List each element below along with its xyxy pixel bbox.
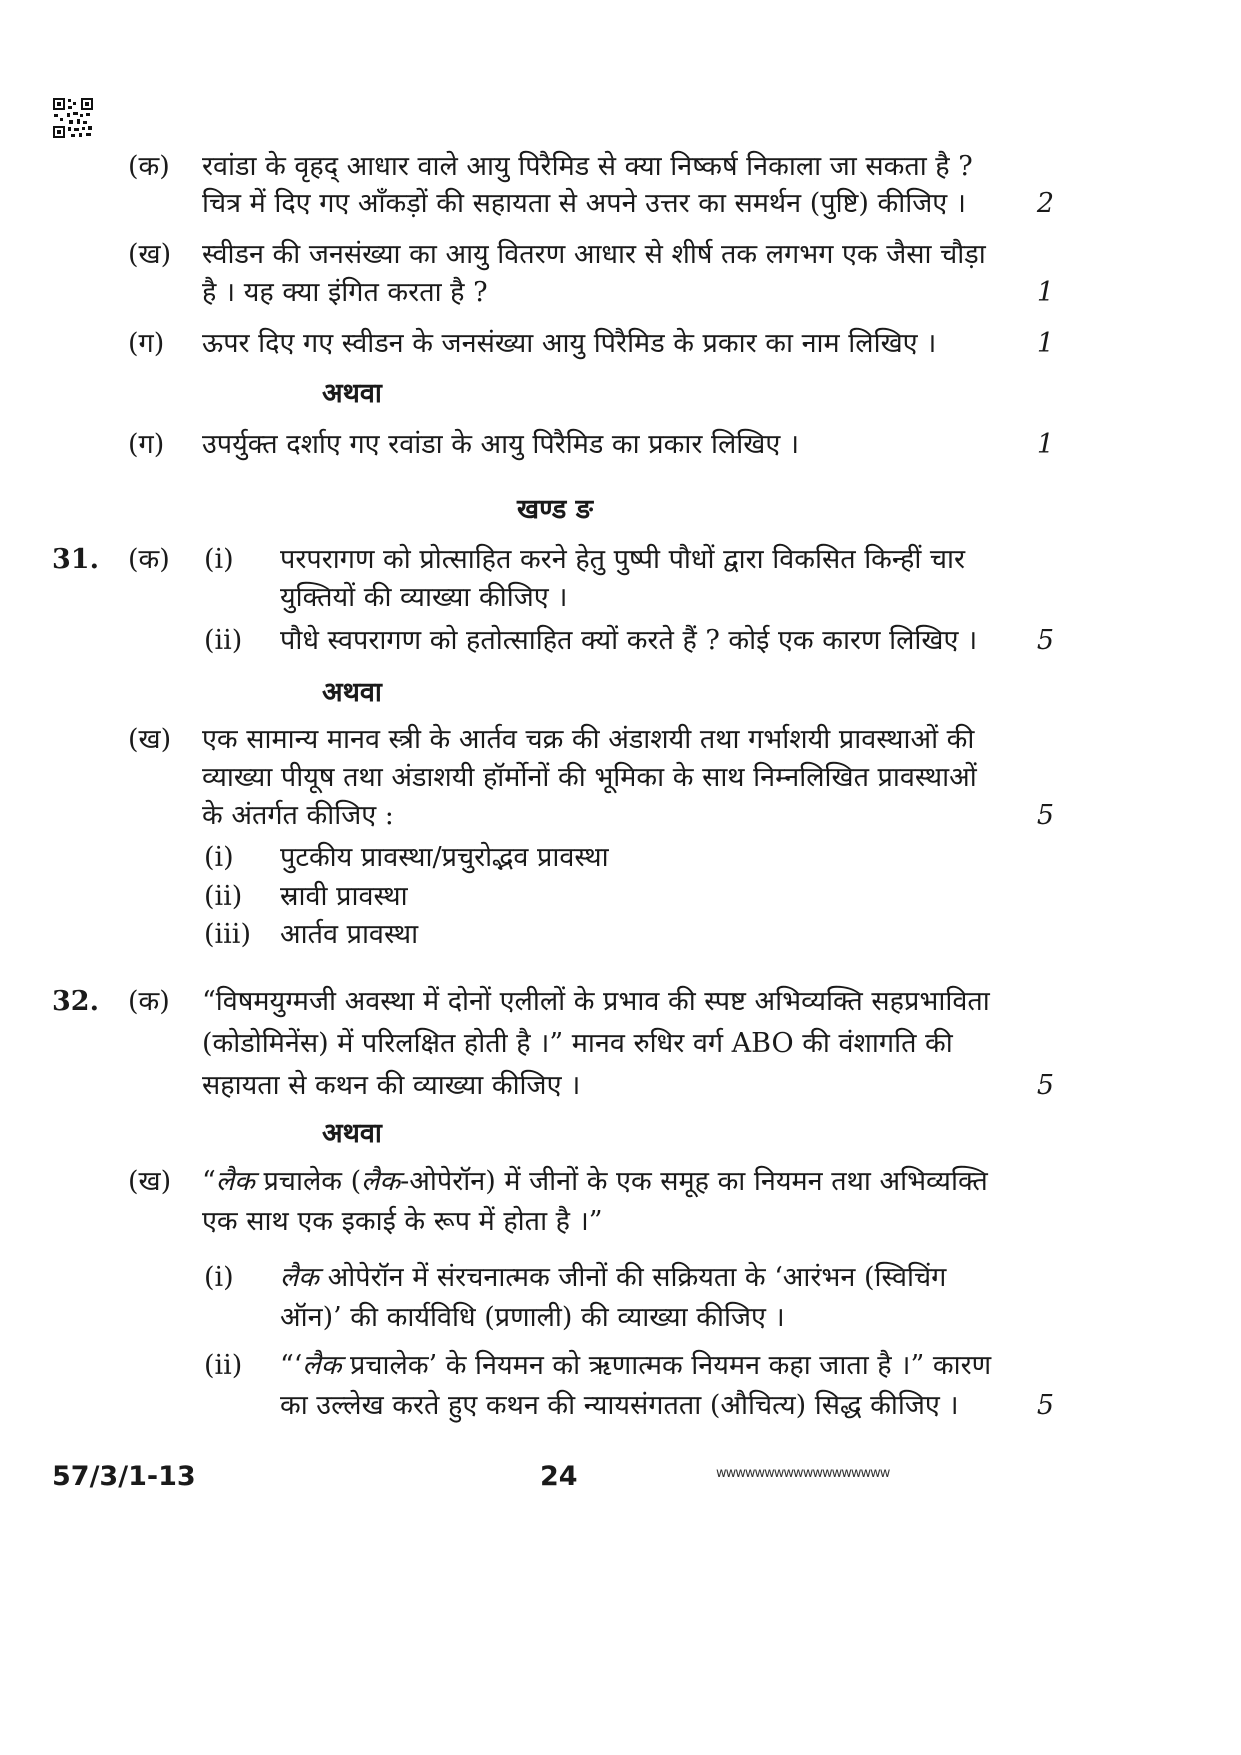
q31-b-text-line1: एक सामान्य मानव स्त्री के आर्तव चक्र की अंडाशयी तथा गर्भाशयी प्रावस्थाओं की	[202, 724, 975, 755]
qr-code-icon	[52, 97, 94, 139]
q30-c-marks: 1	[1036, 328, 1054, 359]
q31-b-iii-label: (iii)	[204, 919, 251, 950]
q32-b-text-line1: “लैक प्रचालेक (लैक-ओपेरॉन) में जीनों के एक समूह का नियमन तथा अभिव्यक्ति	[202, 1166, 988, 1197]
q30-or-heading: अथवा	[322, 378, 382, 409]
q30-a-text-line2: चित्र में दिए गए आँकड़ों की सहायता से अपने उत्तर का समर्थन (पुष्टि) कीजिए ।	[202, 188, 967, 219]
q30-c-alt-text: उपर्युक्त दर्शाए गए रवांडा के आयु पिरैमिड का प्रकार लिखिए ।	[202, 429, 800, 460]
q30-b-marks: 1	[1036, 277, 1054, 308]
q30-c-label: (ग)	[128, 328, 165, 359]
q31-b-iii-text: आर्तव प्रावस्था	[280, 919, 419, 950]
q32-b-ii-label: (ii)	[204, 1350, 243, 1381]
q31-a-i-text-line1: परपरागण को प्रोत्साहित करने हेतु पुष्पी पौधों द्वारा विकसित किन्हीं चार	[280, 544, 966, 575]
q31-b-i-label: (i)	[204, 842, 234, 873]
q32-number: 32.	[52, 986, 99, 1017]
q31-a-marks: 5	[1036, 625, 1054, 656]
q31-a-label: (क)	[128, 544, 170, 575]
q31-a-i-label: (i)	[204, 544, 234, 575]
q31-a-ii-text: पौधे स्वपरागण को हतोत्साहित क्यों करते हैं ? कोई एक कारण लिखिए ।	[280, 625, 978, 656]
q31-or-heading: अथवा	[322, 677, 382, 708]
q30-b-text-line2: है । यह क्या इंगित करता है ?	[202, 277, 488, 308]
q31-b-text-line3: के अंतर्गत कीजिए :	[202, 800, 394, 831]
q30-a-marks: 2	[1036, 188, 1054, 219]
q31-a-ii-label: (ii)	[204, 625, 243, 656]
q32-a-text-line1: “विषमयुग्मजी अवस्था में दोनों एलीलों के प्रभाव की स्पष्ट अभिव्यक्ति सहप्रभाविता	[202, 986, 990, 1017]
q32-b-text-line2: एक साथ एक इकाई के रूप में होता है ।”	[202, 1206, 603, 1237]
q32-a-text-line2: (कोडोमिनेंस) में परिलक्षित होती है ।” मानव रुधिर वर्ग ABO की वंशागति की	[202, 1028, 953, 1059]
q31-b-label: (ख)	[128, 724, 172, 755]
q31-number: 31.	[52, 544, 99, 575]
q30-b-label: (ख)	[128, 239, 172, 270]
page-code: 57/3/1-13	[52, 1461, 196, 1492]
q32-b-ii-text-line2: का उल्लेख करते हुए कथन की न्यायसंगतता (औचित्य) सिद्ध कीजिए ।	[280, 1390, 959, 1421]
q32-b-i-text-line2: ऑन)’ की कार्यविधि (प्रणाली) की व्याख्या कीजिए ।	[280, 1302, 785, 1333]
q31-b-i-text: पुटकीय प्रावस्था/प्रचुरोद्भव प्रावस्था	[280, 842, 609, 873]
footer-wavy-line: wwwwwwwwwwwwwwwwww	[716, 1466, 890, 1481]
page-number: 24	[540, 1461, 578, 1492]
q31-b-text-line2: व्याख्या पीयूष तथा अंडाशयी हॉर्मोनों की भूमिका के साथ निम्नलिखित प्रावस्थाओं	[202, 762, 977, 793]
q32-b-i-text-line1: लैक ओपेरॉन में संरचनात्मक जीनों की सक्रियता के ‘आरंभन (स्विचिंग	[280, 1262, 947, 1293]
section-title: खण्ड ङ	[517, 494, 593, 525]
q32-or-heading: अथवा	[322, 1118, 382, 1149]
q31-b-marks: 5	[1036, 800, 1054, 831]
q30-a-text-line1: रवांडा के वृहद् आधार वाले आयु पिरैमिड से क्या निष्कर्ष निकाला जा सकता है ?	[202, 151, 973, 182]
q32-a-text-line3: सहायता से कथन की व्याख्या कीजिए ।	[202, 1070, 581, 1101]
q30-a-label: (क)	[128, 151, 170, 182]
q32-b-marks: 5	[1036, 1390, 1054, 1421]
q30-b-text-line1: स्वीडन की जनसंख्या का आयु वितरण आधार से शीर्ष तक लगभग एक जैसा चौड़ा	[202, 239, 986, 270]
q32-b-label: (ख)	[128, 1166, 172, 1197]
q31-b-ii-text: स्रावी प्रावस्था	[280, 881, 408, 912]
q31-a-i-text-line2: युक्तियों की व्याख्या कीजिए ।	[280, 582, 568, 613]
q32-b-ii-text-line1: “‘लैक प्रचालेक’ के नियमन को ऋणात्मक नियमन कहा जाता है ।” कारण	[280, 1350, 992, 1381]
q32-a-marks: 5	[1036, 1070, 1054, 1101]
q32-b-i-label: (i)	[204, 1262, 234, 1293]
q31-b-ii-label: (ii)	[204, 881, 243, 912]
q32-a-label: (क)	[128, 986, 170, 1017]
q30-c-text: ऊपर दिए गए स्वीडन के जनसंख्या आयु पिरैमिड के प्रकार का नाम लिखिए ।	[202, 328, 937, 359]
q30-c-alt-marks: 1	[1036, 429, 1054, 460]
q30-c-alt-label: (ग)	[128, 429, 165, 460]
